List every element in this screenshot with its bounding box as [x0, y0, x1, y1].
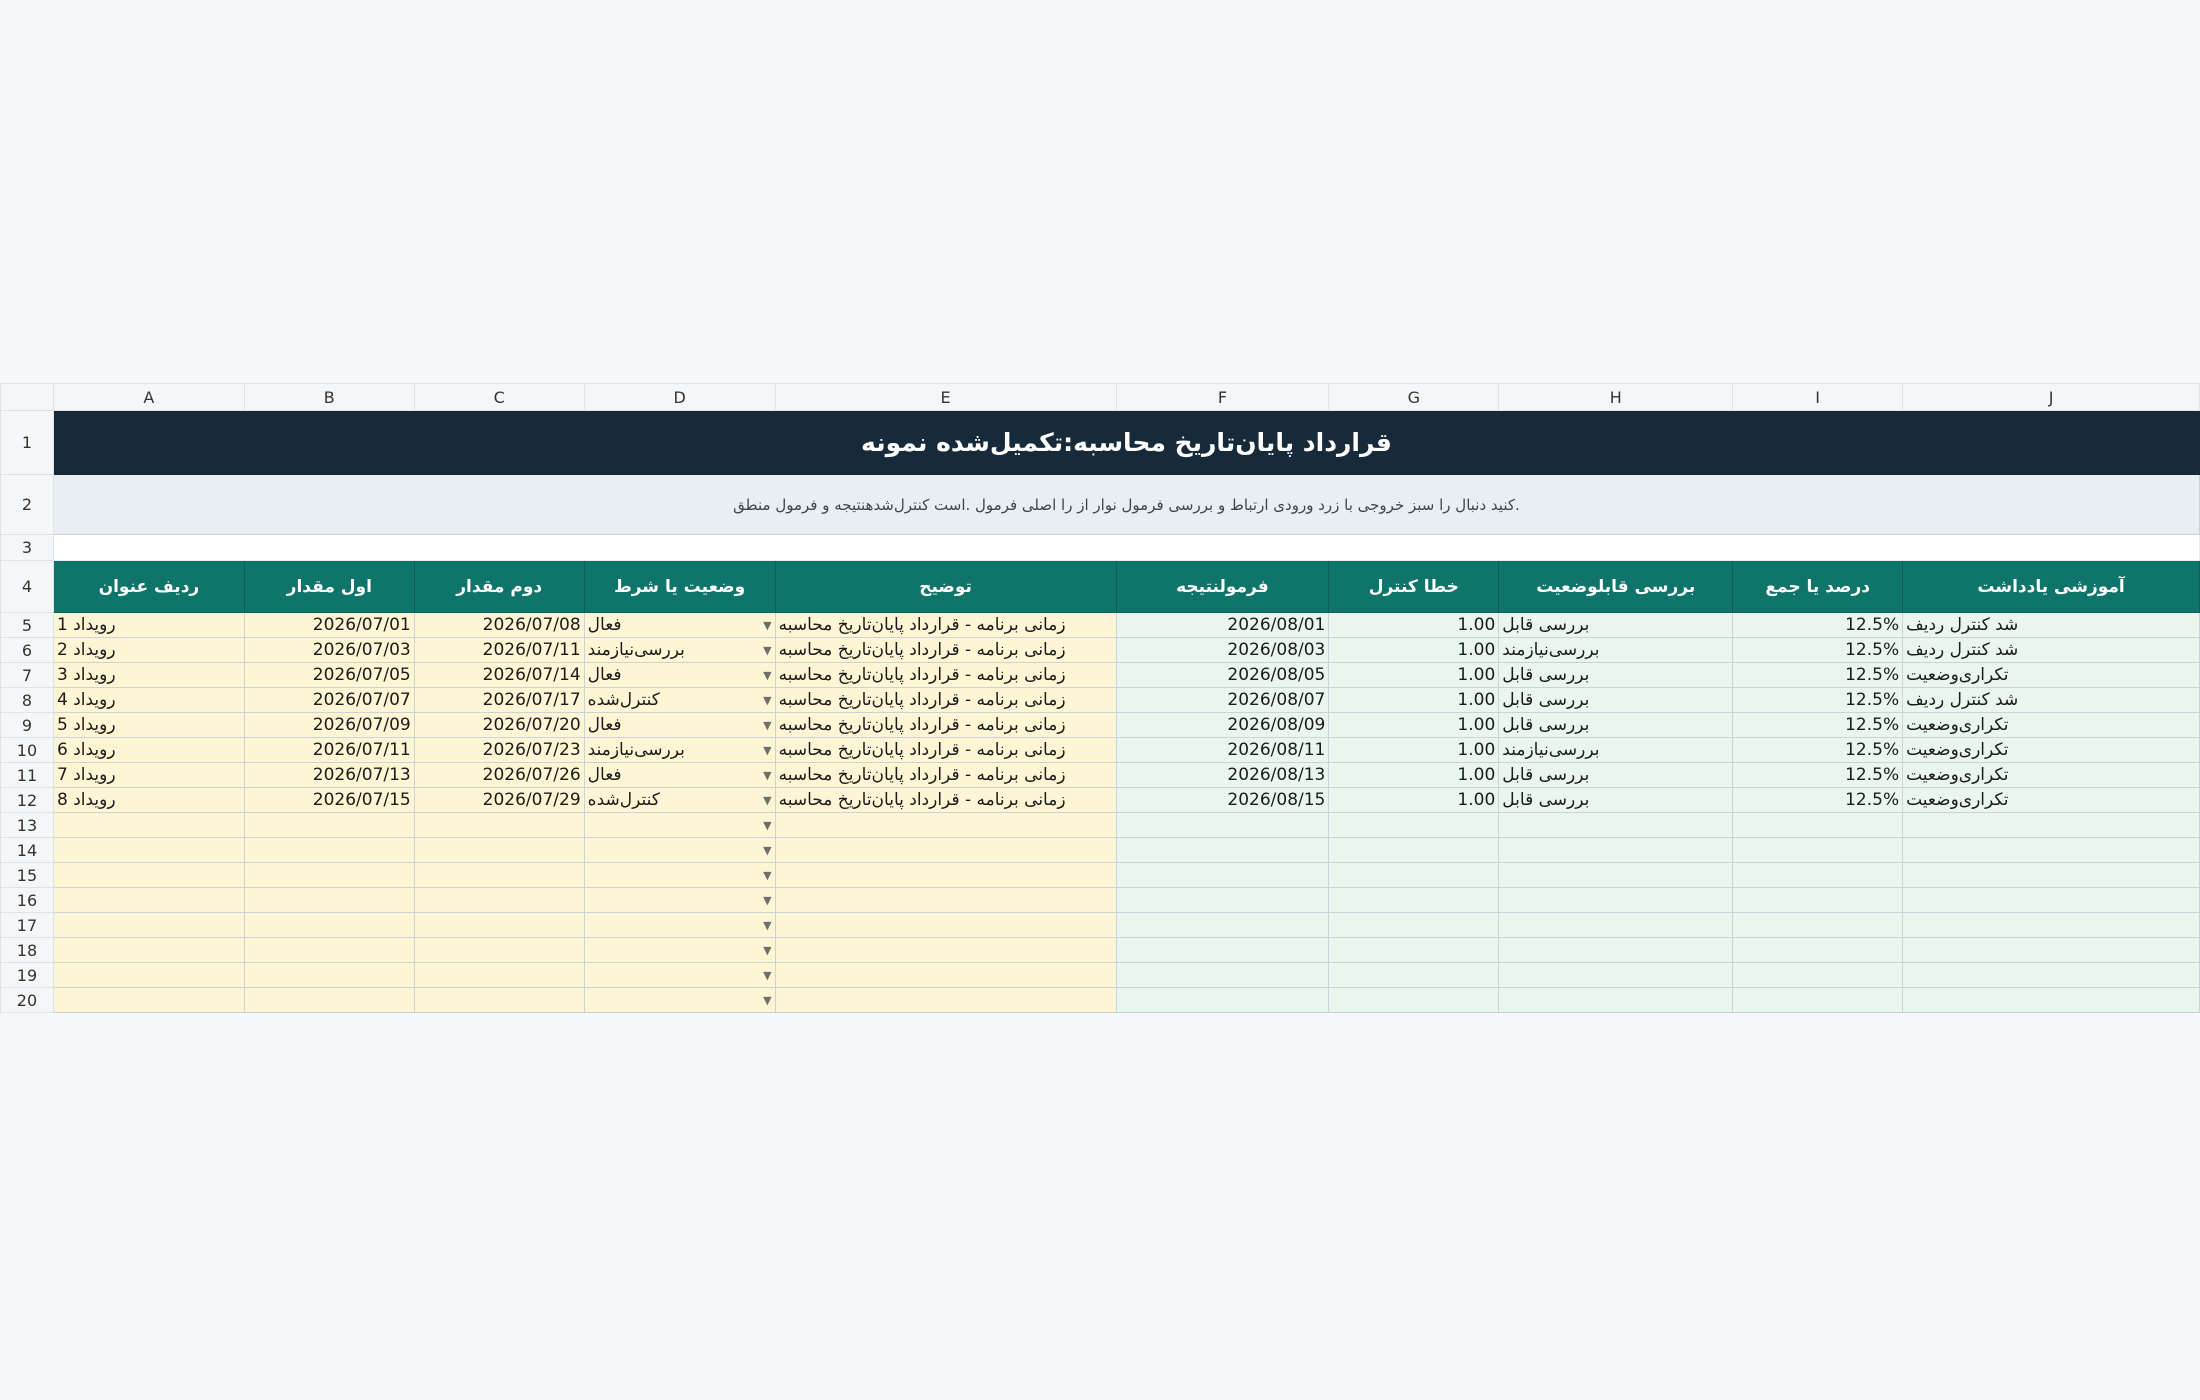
cell-note[interactable]: شد کنترل ردیف: [1903, 688, 2200, 713]
row-header[interactable]: 17: [1, 913, 54, 938]
dropdown-arrow-icon[interactable]: ▼: [763, 643, 772, 657]
input-cell[interactable]: [775, 988, 1116, 1013]
empty-table-row: [1, 888, 2200, 913]
cell-second-value[interactable]: 2026/07/14: [414, 663, 584, 688]
header-formula-result[interactable]: فرمولنتیجه: [1116, 561, 1329, 613]
cell-row-title[interactable]: 7 رویداد: [53, 763, 244, 788]
column-header-a[interactable]: A: [53, 384, 244, 411]
cell-review-status[interactable]: بررسی قابل: [1499, 788, 1733, 813]
sheet-note[interactable]: .کنید دنبال را سبز خروجی با زرد ورودی ارتباط و بررسی فرمول نوار از را اصلی فرمول .است کنترل‌شدهنتیجه و فرمول منطق: [53, 475, 2199, 535]
status-dropdown-cell[interactable]: [584, 688, 775, 713]
status-dropdown-cell[interactable]: [584, 663, 775, 688]
column-header-i[interactable]: I: [1733, 384, 1903, 411]
status-dropdown[interactable]: [588, 894, 772, 907]
output-cell[interactable]: [1903, 863, 2200, 888]
output-cell[interactable]: [1329, 988, 1499, 1013]
status-dropdown[interactable]: [588, 665, 772, 685]
dropdown-arrow-icon[interactable]: ▼: [763, 793, 772, 807]
cell-error-check[interactable]: 1.00: [1329, 713, 1499, 738]
row-header[interactable]: 11: [1, 763, 54, 788]
status-value: کنترل‌شده: [587, 690, 660, 710]
dropdown-arrow-icon[interactable]: ▼: [763, 768, 772, 782]
output-cell[interactable]: [1499, 913, 1733, 938]
input-cell[interactable]: [414, 988, 584, 1013]
dropdown-arrow-icon[interactable]: ▼: [763, 743, 772, 757]
empty-table-row: [1, 988, 2200, 1013]
output-cell[interactable]: [1329, 938, 1499, 963]
status-dropdown[interactable]: [588, 790, 772, 810]
dropdown-arrow-icon[interactable]: ▼: [763, 943, 772, 957]
input-cell[interactable]: [414, 963, 584, 988]
header-status[interactable]: وضعیت یا شرط: [584, 561, 775, 613]
cell-second-value[interactable]: 2026/07/26: [414, 763, 584, 788]
status-value: بررسی‌نیازمند: [587, 640, 685, 660]
header-error-check[interactable]: خطا کنترل: [1329, 561, 1499, 613]
table-row: [1, 638, 2200, 663]
output-cell[interactable]: [1733, 838, 1903, 863]
dropdown-arrow-icon[interactable]: ▼: [763, 618, 772, 632]
cell-row-title[interactable]: 2 رویداد: [53, 638, 244, 663]
input-cell[interactable]: [53, 913, 244, 938]
status-dropdown[interactable]: [588, 715, 772, 735]
cell-sum-percent[interactable]: 12.5%: [1733, 688, 1903, 713]
output-cell[interactable]: [1499, 988, 1733, 1013]
input-cell[interactable]: [53, 863, 244, 888]
cell-note[interactable]: تکراری‌وضعیت: [1903, 788, 2200, 813]
dropdown-arrow-icon[interactable]: ▼: [763, 868, 772, 882]
status-dropdown[interactable]: [588, 869, 772, 882]
header-review-status[interactable]: بررسی قابلوضعیت: [1499, 561, 1733, 613]
status-dropdown[interactable]: [588, 944, 772, 957]
cell-description[interactable]: زمانی برنامه - قرارداد پایان‌تاریخ محاسبه: [775, 788, 1116, 813]
input-cell[interactable]: [244, 813, 414, 838]
cell-note[interactable]: شد کنترل ردیف: [1903, 638, 2200, 663]
cell-row-title[interactable]: 1 رویداد: [53, 613, 244, 638]
column-header-f[interactable]: F: [1116, 384, 1329, 411]
output-cell[interactable]: [1903, 888, 2200, 913]
status-dropdown-cell[interactable]: [584, 988, 775, 1013]
cell-note[interactable]: تکراری‌وضعیت: [1903, 763, 2200, 788]
output-cell[interactable]: [1116, 988, 1329, 1013]
output-cell[interactable]: [1903, 988, 2200, 1013]
output-cell[interactable]: [1733, 938, 1903, 963]
input-cell[interactable]: [244, 963, 414, 988]
cell-first-value[interactable]: 2026/07/05: [244, 663, 414, 688]
input-cell[interactable]: [414, 813, 584, 838]
cell-review-status[interactable]: بررسی‌نیازمند: [1499, 738, 1733, 763]
title-row: [1, 411, 2200, 475]
cell-second-value[interactable]: 2026/07/29: [414, 788, 584, 813]
cell-review-status[interactable]: بررسی‌نیازمند: [1499, 638, 1733, 663]
status-dropdown[interactable]: [588, 615, 772, 635]
output-cell[interactable]: [1903, 838, 2200, 863]
cell-description[interactable]: زمانی برنامه - قرارداد پایان‌تاریخ محاسبه: [775, 713, 1116, 738]
cell-sum-percent[interactable]: 12.5%: [1733, 788, 1903, 813]
cell-row-title[interactable]: 3 رویداد: [53, 663, 244, 688]
cell-formula-result[interactable]: 2026/08/13: [1116, 763, 1329, 788]
cell-first-value[interactable]: 2026/07/15: [244, 788, 414, 813]
cell-row-title[interactable]: 4 رویداد: [53, 688, 244, 713]
table-header-row: [1, 561, 2200, 613]
input-cell[interactable]: [244, 888, 414, 913]
input-cell[interactable]: [414, 938, 584, 963]
status-value: فعال: [587, 615, 622, 635]
status-dropdown[interactable]: [588, 765, 772, 785]
status-value: فعال: [587, 665, 622, 685]
output-cell[interactable]: [1733, 813, 1903, 838]
input-cell[interactable]: [53, 963, 244, 988]
header-sum-percent[interactable]: درصد یا جمع: [1733, 561, 1903, 613]
input-cell[interactable]: [775, 913, 1116, 938]
input-cell[interactable]: [53, 938, 244, 963]
table-row: [1, 713, 2200, 738]
row-header[interactable]: 7: [1, 663, 54, 688]
cell-sum-percent[interactable]: 12.5%: [1733, 613, 1903, 638]
output-cell[interactable]: [1116, 863, 1329, 888]
dropdown-arrow-icon[interactable]: ▼: [763, 668, 772, 682]
input-cell[interactable]: [53, 813, 244, 838]
spreadsheet-grid: [0, 383, 2200, 1013]
cell-error-check[interactable]: 1.00: [1329, 763, 1499, 788]
cell-review-status[interactable]: بررسی قابل: [1499, 713, 1733, 738]
cell-review-status[interactable]: بررسی قابل: [1499, 663, 1733, 688]
cell-formula-result[interactable]: 2026/08/05: [1116, 663, 1329, 688]
output-cell[interactable]: [1116, 838, 1329, 863]
output-cell[interactable]: [1499, 963, 1733, 988]
input-cell[interactable]: [414, 863, 584, 888]
cell-review-status[interactable]: بررسی قابل: [1499, 613, 1733, 638]
dropdown-arrow-icon[interactable]: ▼: [763, 818, 772, 832]
status-dropdown-cell[interactable]: [584, 788, 775, 813]
row-header[interactable]: 15: [1, 863, 54, 888]
header-description[interactable]: توضیح: [775, 561, 1116, 613]
row-header[interactable]: 8: [1, 688, 54, 713]
cell-first-value[interactable]: 2026/07/03: [244, 638, 414, 663]
cell-formula-result[interactable]: 2026/08/01: [1116, 613, 1329, 638]
output-cell[interactable]: [1116, 938, 1329, 963]
status-dropdown-cell[interactable]: [584, 813, 775, 838]
status-dropdown[interactable]: [588, 740, 772, 760]
output-cell[interactable]: [1903, 938, 2200, 963]
table-row: [1, 788, 2200, 813]
output-cell[interactable]: [1499, 838, 1733, 863]
row-header[interactable]: 5: [1, 613, 54, 638]
blank-row: [1, 535, 2200, 561]
cell-first-value[interactable]: 2026/07/13: [244, 763, 414, 788]
status-dropdown[interactable]: [588, 994, 772, 1007]
row-header[interactable]: 13: [1, 813, 54, 838]
row-header[interactable]: 19: [1, 963, 54, 988]
column-header-row: [1, 384, 2200, 411]
input-cell[interactable]: [414, 888, 584, 913]
dropdown-arrow-icon[interactable]: ▼: [763, 893, 772, 907]
status-dropdown[interactable]: [588, 969, 772, 982]
empty-table-row: [1, 938, 2200, 963]
row-header[interactable]: 16: [1, 888, 54, 913]
status-value: بررسی‌نیازمند: [587, 740, 685, 760]
output-cell[interactable]: [1733, 888, 1903, 913]
output-cell[interactable]: [1329, 913, 1499, 938]
cell-description[interactable]: زمانی برنامه - قرارداد پایان‌تاریخ محاسبه: [775, 613, 1116, 638]
row-header[interactable]: 18: [1, 938, 54, 963]
output-cell[interactable]: [1116, 963, 1329, 988]
input-cell[interactable]: [775, 838, 1116, 863]
input-cell[interactable]: [775, 963, 1116, 988]
cell-review-status[interactable]: بررسی قابل: [1499, 688, 1733, 713]
output-cell[interactable]: [1329, 888, 1499, 913]
status-dropdown[interactable]: [588, 690, 772, 710]
input-cell[interactable]: [244, 938, 414, 963]
output-cell[interactable]: [1733, 913, 1903, 938]
column-header-g[interactable]: G: [1329, 384, 1499, 411]
status-dropdown-cell[interactable]: [584, 638, 775, 663]
dropdown-arrow-icon[interactable]: ▼: [763, 718, 772, 732]
cell-formula-result[interactable]: 2026/08/15: [1116, 788, 1329, 813]
row-header[interactable]: 20: [1, 988, 54, 1013]
output-cell[interactable]: [1329, 963, 1499, 988]
cell-error-check[interactable]: 1.00: [1329, 688, 1499, 713]
column-header-e[interactable]: E: [775, 384, 1116, 411]
cell-first-value[interactable]: 2026/07/01: [244, 613, 414, 638]
status-dropdown[interactable]: [588, 640, 772, 660]
row-header[interactable]: 12: [1, 788, 54, 813]
input-cell[interactable]: [775, 813, 1116, 838]
input-cell[interactable]: [53, 888, 244, 913]
dropdown-arrow-icon[interactable]: ▼: [763, 843, 772, 857]
status-value: فعال: [587, 715, 622, 735]
status-value: کنترل‌شده: [587, 790, 660, 810]
cell-error-check[interactable]: 1.00: [1329, 788, 1499, 813]
empty-table-row: [1, 863, 2200, 888]
status-value: فعال: [587, 765, 622, 785]
cell-note[interactable]: تکراری‌وضعیت: [1903, 738, 2200, 763]
cell-second-value[interactable]: 2026/07/11: [414, 638, 584, 663]
cell-error-check[interactable]: 1.00: [1329, 738, 1499, 763]
status-dropdown[interactable]: [588, 844, 772, 857]
status-dropdown-cell[interactable]: [584, 888, 775, 913]
row-header[interactable]: 14: [1, 838, 54, 863]
cell-second-value[interactable]: 2026/07/20: [414, 713, 584, 738]
cell-note[interactable]: تکراری‌وضعیت: [1903, 663, 2200, 688]
row-header-2[interactable]: 2: [1, 475, 54, 535]
output-cell[interactable]: [1116, 888, 1329, 913]
header-row-title[interactable]: ردیف عنوان: [53, 561, 244, 613]
cell-second-value[interactable]: 2026/07/08: [414, 613, 584, 638]
status-dropdown-cell[interactable]: [584, 613, 775, 638]
column-header-j[interactable]: J: [1903, 384, 2200, 411]
status-dropdown-cell[interactable]: [584, 938, 775, 963]
cell-row-title[interactable]: 5 رویداد: [53, 713, 244, 738]
column-header-b[interactable]: B: [244, 384, 414, 411]
status-dropdown-cell[interactable]: [584, 913, 775, 938]
cell-second-value[interactable]: 2026/07/23: [414, 738, 584, 763]
cell-formula-result[interactable]: 2026/08/07: [1116, 688, 1329, 713]
row-header[interactable]: 6: [1, 638, 54, 663]
table-row: [1, 688, 2200, 713]
cell-sum-percent[interactable]: 12.5%: [1733, 713, 1903, 738]
input-cell[interactable]: [244, 988, 414, 1013]
dropdown-arrow-icon[interactable]: ▼: [763, 968, 772, 982]
output-cell[interactable]: [1499, 813, 1733, 838]
row-header-3[interactable]: 3: [1, 535, 54, 561]
cell-error-check[interactable]: 1.00: [1329, 613, 1499, 638]
output-cell[interactable]: [1903, 963, 2200, 988]
input-cell[interactable]: [53, 988, 244, 1013]
status-dropdown-cell[interactable]: [584, 738, 775, 763]
header-note[interactable]: آموزشی یادداشت: [1903, 561, 2200, 613]
status-dropdown[interactable]: [588, 819, 772, 832]
input-cell[interactable]: [244, 863, 414, 888]
cell-second-value[interactable]: 2026/07/17: [414, 688, 584, 713]
cell-formula-result[interactable]: 2026/08/09: [1116, 713, 1329, 738]
output-cell[interactable]: [1733, 988, 1903, 1013]
cell-description[interactable]: زمانی برنامه - قرارداد پایان‌تاریخ محاسبه: [775, 688, 1116, 713]
row-header-4[interactable]: 4: [1, 561, 54, 613]
column-header-h[interactable]: H: [1499, 384, 1733, 411]
row-header[interactable]: 10: [1, 738, 54, 763]
select-all-corner[interactable]: [1, 384, 54, 411]
status-dropdown-cell[interactable]: [584, 763, 775, 788]
input-cell[interactable]: [775, 938, 1116, 963]
cell-formula-result[interactable]: 2026/08/03: [1116, 638, 1329, 663]
status-dropdown-cell[interactable]: [584, 863, 775, 888]
row-header[interactable]: 9: [1, 713, 54, 738]
cell-row-title[interactable]: 6 رویداد: [53, 738, 244, 763]
output-cell[interactable]: [1116, 813, 1329, 838]
input-cell[interactable]: [414, 838, 584, 863]
cell-description[interactable]: زمانی برنامه - قرارداد پایان‌تاریخ محاسبه: [775, 763, 1116, 788]
output-cell[interactable]: [1903, 813, 2200, 838]
empty-table-row: [1, 813, 2200, 838]
table-row: [1, 763, 2200, 788]
cell-error-check[interactable]: 1.00: [1329, 663, 1499, 688]
output-cell[interactable]: [1499, 863, 1733, 888]
cell-first-value[interactable]: 2026/07/07: [244, 688, 414, 713]
note-row: [1, 475, 2200, 535]
cell-sum-percent[interactable]: 12.5%: [1733, 663, 1903, 688]
cell-row-title[interactable]: 8 رویداد: [53, 788, 244, 813]
output-cell[interactable]: [1733, 863, 1903, 888]
cell-note[interactable]: شد کنترل ردیف: [1903, 613, 2200, 638]
header-first-value[interactable]: اول مقدار: [244, 561, 414, 613]
input-cell[interactable]: [775, 888, 1116, 913]
dropdown-arrow-icon[interactable]: ▼: [763, 693, 772, 707]
output-cell[interactable]: [1499, 888, 1733, 913]
empty-table-row: [1, 838, 2200, 863]
input-cell[interactable]: [53, 838, 244, 863]
empty-table-row: [1, 913, 2200, 938]
cell-description[interactable]: زمانی برنامه - قرارداد پایان‌تاریخ محاسبه: [775, 663, 1116, 688]
cell-sum-percent[interactable]: 12.5%: [1733, 763, 1903, 788]
cell-description[interactable]: زمانی برنامه - قرارداد پایان‌تاریخ محاسبه: [775, 638, 1116, 663]
cell-first-value[interactable]: 2026/07/11: [244, 738, 414, 763]
output-cell[interactable]: [1329, 813, 1499, 838]
table-row: [1, 663, 2200, 688]
cell-review-status[interactable]: بررسی قابل: [1499, 763, 1733, 788]
input-cell[interactable]: [244, 913, 414, 938]
column-header-d[interactable]: D: [584, 384, 775, 411]
table-row: [1, 738, 2200, 763]
input-cell[interactable]: [414, 913, 584, 938]
cell-formula-result[interactable]: 2026/08/11: [1116, 738, 1329, 763]
row-header-1[interactable]: 1: [1, 411, 54, 475]
output-cell[interactable]: [1116, 913, 1329, 938]
output-cell[interactable]: [1329, 863, 1499, 888]
input-cell[interactable]: [775, 863, 1116, 888]
table-row: [1, 613, 2200, 638]
output-cell[interactable]: [1733, 963, 1903, 988]
dropdown-arrow-icon[interactable]: ▼: [763, 993, 772, 1007]
cell-description[interactable]: زمانی برنامه - قرارداد پایان‌تاریخ محاسبه: [775, 738, 1116, 763]
cell-error-check[interactable]: 1.00: [1329, 638, 1499, 663]
status-dropdown-cell[interactable]: [584, 963, 775, 988]
column-header-c[interactable]: C: [414, 384, 584, 411]
cell-first-value[interactable]: 2026/07/09: [244, 713, 414, 738]
output-cell[interactable]: [1903, 913, 2200, 938]
dropdown-arrow-icon[interactable]: ▼: [763, 918, 772, 932]
status-dropdown-cell[interactable]: [584, 838, 775, 863]
status-dropdown[interactable]: [588, 919, 772, 932]
empty-table-row: [1, 963, 2200, 988]
cell-note[interactable]: تکراری‌وضعیت: [1903, 713, 2200, 738]
sheet-title[interactable]: قرارداد پایان‌تاریخ محاسبه:تکمیل‌شده نمونه: [53, 411, 2199, 475]
cell-sum-percent[interactable]: 12.5%: [1733, 638, 1903, 663]
output-cell[interactable]: [1499, 938, 1733, 963]
blank-cell[interactable]: [53, 535, 2199, 561]
header-second-value[interactable]: دوم مقدار: [414, 561, 584, 613]
input-cell[interactable]: [244, 838, 414, 863]
status-dropdown-cell[interactable]: [584, 713, 775, 738]
cell-sum-percent[interactable]: 12.5%: [1733, 738, 1903, 763]
output-cell[interactable]: [1329, 838, 1499, 863]
